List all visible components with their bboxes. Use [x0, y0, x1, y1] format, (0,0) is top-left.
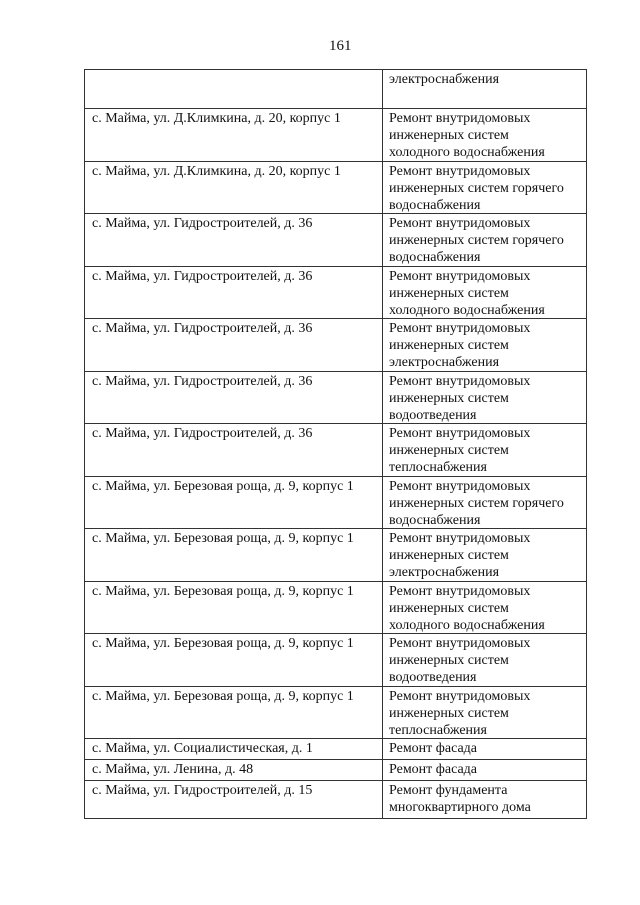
address-text: с. Майма, ул. Гидростроителей, д. 36	[92, 373, 313, 389]
address-cell	[85, 109, 383, 161]
table-row	[85, 687, 587, 740]
work-type-line: Ремонт внутридомовых	[389, 321, 531, 336]
address-text: с. Майма, ул. Березовая роща, д. 9, корпус 1	[92, 688, 354, 704]
address-cell	[85, 214, 383, 266]
table-row	[85, 781, 587, 819]
work-type-cell	[383, 529, 587, 581]
works-table	[84, 69, 587, 819]
work-type-cell	[383, 781, 587, 818]
work-type-cell	[383, 477, 587, 529]
table-row	[85, 424, 587, 477]
work-type-line: водоснабжения	[389, 512, 481, 528]
work-type-line: инженерных систем	[389, 705, 509, 721]
table-row	[85, 214, 587, 267]
work-type-line: электроснабжения	[389, 565, 500, 581]
address-text: с. Майма, ул. Ленина, д. 48	[92, 762, 254, 777]
address-cell	[85, 739, 383, 759]
address-text: с. Майма, ул. Гидростроителей, д. 36	[92, 268, 313, 284]
work-type-cell	[383, 319, 587, 371]
address-text: с. Майма, ул. Социалистическая, д. 1	[92, 741, 313, 756]
table-row	[85, 70, 587, 109]
work-type-cell	[383, 634, 587, 686]
work-type-cell	[383, 267, 587, 319]
address-cell	[85, 162, 383, 214]
work-type-line: теплоснабжения	[389, 460, 487, 476]
work-type-line: Ремонт фасада	[389, 762, 478, 777]
work-type-line: Ремонт внутридомовых	[389, 216, 531, 231]
address-text: с. Майма, ул. Гидростроителей, д. 36	[92, 426, 313, 441]
work-type-cell	[383, 372, 587, 424]
work-type-line: Ремонт внутридомовых	[389, 636, 531, 651]
work-type-line: Ремонт внутридомовых	[389, 268, 531, 284]
work-type-line: инженерных систем	[389, 653, 509, 669]
work-type-cell	[383, 582, 587, 634]
work-type-line: водоснабжения	[389, 197, 481, 213]
address-cell	[85, 372, 383, 424]
address-cell	[85, 529, 383, 581]
work-type-line: Ремонт фасада	[389, 741, 478, 756]
address-text: с. Майма, ул. Гидростроителей, д. 36	[92, 321, 313, 336]
address-cell	[85, 319, 383, 371]
table-row	[85, 634, 587, 687]
work-type-line: холодного водоснабжения	[389, 145, 545, 161]
work-type-line: инженерных систем	[389, 285, 509, 301]
table-row	[85, 529, 587, 582]
work-type-line: инженерных систем горячего	[389, 233, 564, 249]
work-type-cell	[383, 70, 587, 108]
address-cell	[85, 687, 383, 739]
table-row	[85, 109, 587, 162]
address-text: с. Майма, ул. Березовая роща, д. 9, корпус 1	[92, 478, 354, 494]
work-type-line: Ремонт внутридомовых	[389, 111, 531, 126]
address-text: с. Майма, ул. Березовая роща, д. 9, корпус 1	[92, 583, 354, 599]
address-text: с. Майма, ул. Березовая роща, д. 9, корпус 1	[92, 636, 354, 651]
work-type-line: Ремонт внутридомовых	[389, 583, 531, 599]
work-type-line: многоквартирного дома	[389, 800, 531, 816]
work-type-cell	[383, 739, 587, 759]
work-type-cell	[383, 109, 587, 161]
table-row	[85, 162, 587, 215]
address-cell	[85, 781, 383, 818]
work-type-line: Ремонт внутридомовых	[389, 531, 531, 546]
page-number: 161	[329, 38, 352, 54]
address-cell	[85, 70, 383, 108]
table-row	[85, 739, 587, 760]
work-type-line: водоснабжения	[389, 250, 481, 266]
address-cell	[85, 267, 383, 319]
address-text: с. Майма, ул. Березовая роща, д. 9, корпус 1	[92, 531, 354, 546]
work-type-line: Ремонт внутридомовых	[389, 478, 531, 494]
table-row	[85, 319, 587, 372]
work-type-cell	[383, 162, 587, 214]
work-type-line: теплоснабжения	[389, 722, 487, 738]
work-type-line: инженерных систем	[389, 338, 509, 354]
table-row	[85, 477, 587, 530]
work-type-line: Ремонт внутридомовых	[389, 163, 531, 179]
work-type-line: инженерных систем	[389, 548, 509, 564]
table-row	[85, 372, 587, 425]
work-type-line: водоотведения	[389, 670, 477, 686]
address-text: с. Майма, ул. Д.Климкина, д. 20, корпус 1	[92, 111, 341, 126]
work-type-cell	[383, 424, 587, 476]
work-type-line: электроснабжения	[389, 72, 500, 87]
address-cell	[85, 582, 383, 634]
address-text: с. Майма, ул. Гидростроителей, д. 36	[92, 216, 313, 231]
work-type-line: Ремонт внутридомовых	[389, 426, 531, 441]
address-cell	[85, 760, 383, 780]
address-text: с. Майма, ул. Д.Климкина, д. 20, корпус 1	[92, 163, 341, 179]
work-type-line: инженерных систем горячего	[389, 180, 564, 196]
table-row	[85, 267, 587, 320]
work-type-line: холодного водоснабжения	[389, 617, 545, 633]
work-type-line: инженерных систем	[389, 443, 509, 459]
work-type-line: Ремонт внутридомовых	[389, 688, 531, 704]
work-type-line: водоотведения	[389, 407, 477, 423]
work-type-line: инженерных систем горячего	[389, 495, 564, 511]
work-type-line: Ремонт внутридомовых	[389, 373, 531, 389]
table-row	[85, 760, 587, 781]
address-cell	[85, 424, 383, 476]
work-type-line: инженерных систем	[389, 390, 509, 406]
work-type-cell	[383, 214, 587, 266]
work-type-cell	[383, 760, 587, 780]
address-text: с. Майма, ул. Гидростроителей, д. 15	[92, 783, 313, 798]
work-type-line: инженерных систем	[389, 600, 509, 616]
work-type-cell	[383, 687, 587, 739]
work-type-line: инженерных систем	[389, 128, 509, 144]
work-type-line: Ремонт фундамента	[389, 783, 508, 798]
table-row	[85, 582, 587, 635]
work-type-line: электроснабжения	[389, 355, 500, 371]
address-cell	[85, 634, 383, 686]
work-type-line: холодного водоснабжения	[389, 302, 545, 318]
address-cell	[85, 477, 383, 529]
